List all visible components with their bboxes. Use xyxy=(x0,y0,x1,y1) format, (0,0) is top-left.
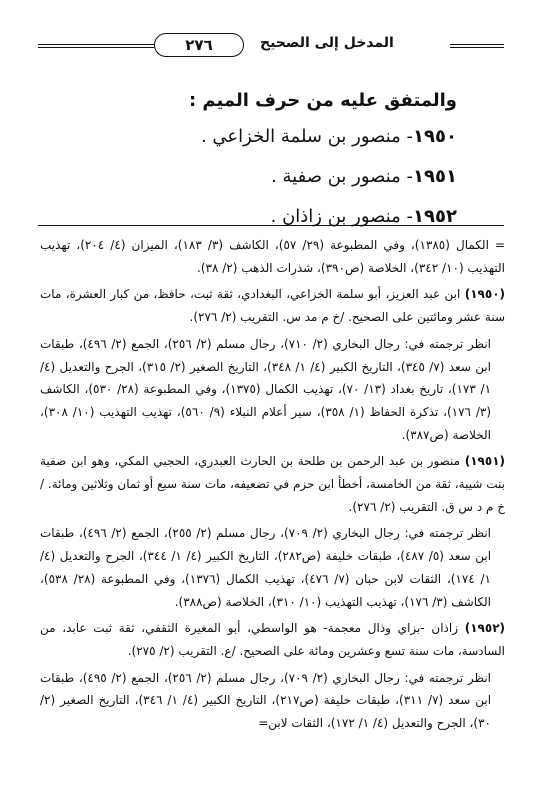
header-rule-right xyxy=(450,44,504,48)
main-text xyxy=(57,86,457,242)
header-rule-left xyxy=(38,44,154,48)
entry-number: ١٩٥١ xyxy=(413,166,457,187)
footnote-1950-sources xyxy=(40,333,505,447)
entry-1951 xyxy=(57,162,457,202)
entry-number: ١٩٥٠ xyxy=(413,126,457,147)
footnote-text: انظر ترجمته في: رجال البخاري (٢/ ٧٠٩)، رجال مسلم (٢/ ٢٥٥)، الجمع (٢/ ٤٩٦)، طبقات ابن سعد (٥/ ٤٨٧)، طبقات خليفة (ص٢٨٢)، التاريخ الكبير (٤/ ١/ ٣٤٤)، الجرح والتعديل (٤/ ١/ ١٧٤)، الثقات لابن حبان (٧/ ٤٧٦)، تهذيب الكمال (١٣٧٦)، وفي المطبوعة (٢٨/ ٥٣٨)، الكاشف (٣/ ١٧٦)، تهذيب التهذيب (١٠/ ٣١٠)، الخلاصة (ص٣٨٨). xyxy=(40,526,492,609)
entry-text: - منصور بن صفية . xyxy=(271,166,414,187)
footnote-text: = الكمال (١٣٨٥)، وفي المطبوعة (٢٩/ ٥٧)، الكاشف (٣/ ١٨٣)، الميزان (٤/ ٢٠٤)، تهذيب التهذيب (١٠/ ٣٤٢)، الخلاصة (ص٣٩٠)، شذرات الذهب (٢/ ٣٨). xyxy=(40,238,506,275)
footnote-1952 xyxy=(40,617,505,662)
header-title: المدخل إلى الصحيح xyxy=(260,35,394,51)
footnote-marker: (١٩٥١) xyxy=(464,454,505,469)
footnotes xyxy=(40,234,505,739)
footnote-text: انظر ترجمته في: رجال البخاري (٢/ ٧٠٩)، رجال مسلم (٢/ ٢٥٦)، الجمع (٢/ ٤٩٥)، طبقات ابن سعد (٧/ ٣١١)، طبقات خليفة (ص٢١٧)، التاريخ الكبير (٤/ ١/ ٣٤٦)، التاريخ الصغير (٢/ ٣٠)، الجرح والتعديل (٤/ ١/ ١٧٢)، الثقات لابن= xyxy=(40,670,492,731)
entry-1950 xyxy=(57,122,457,162)
page-number: ٢٧٦ xyxy=(154,33,244,57)
footnote-1950 xyxy=(40,283,505,328)
footnote-text: ابن عبد العزيز، أبو سلمة الخزاعي، البغدادي، ثقة ثبت، حافظ، من كبار العشرة، مات سنة عشر ومائتين على الصحيح. /خ م مد س. التقريب (٢/ ٢٧٦). xyxy=(40,287,505,325)
entry-text: - منصور بن زاذان . xyxy=(270,206,414,227)
running-header xyxy=(38,34,504,58)
footnote-1951-sources xyxy=(40,522,505,613)
footnote-marker: (١٩٥٠) xyxy=(464,287,505,302)
footnote-text: منصور بن عبد الرحمن بن طلحة بن الحارث العبدري، الحجبي المكي، وهو ابن صفية بنت شيبة، ثقة من الخامسة، أخطأ ابن حزم في تضعيفه، مات سنة سبع أو ثمان وثلاثين ومائة. / خ م د س ق. التقريب (٢/ ٢٧٦). xyxy=(40,454,505,514)
entry-number: ١٩٥٢ xyxy=(413,206,457,227)
section-heading: والمتفق عليه من حرف الميم : xyxy=(188,90,457,111)
footnote-divider xyxy=(38,225,504,226)
footnote-text: انظر ترجمته في: رجال البخاري (٢/ ٧١٠)، رجال مسلم (٢/ ٢٥٦)، الجمع (٢/ ٤٩٦)، طبقات ابن سعد (٧/ ٣٤٥)، التاريخ الكبير (٤/ ١/ ٣٤٨)، التاريخ الصغير (٢/ ٣١٥)، الجرح والتعديل (٤/ ١/ ١٧٣)، تاريخ بغداد (١٣/ ٧٠)، تهذيب الكمال (١٣٧٥)، وفي المطبوعة (٢٨/ ٥٣٠)، الكاشف (٣/ ١٧٦)، تذكرة الحفاظ (١/ ٣٥٨)، سير أعلام النبلاء (٩/ ٥٦٠)، تهذيب التهذيب (١٠/ ٣٠٨)، الخلاصة (ص٣٨٧). xyxy=(40,336,492,442)
footnote-marker: (١٩٥٢) xyxy=(464,621,505,636)
footnote-text: زاذان -بزاي وذال معجمة- هو الواسطي، أبو المغيرة الثقفي، ثقة ثبت عابد، من السادسة، مات سنة تسع وعشرين ومائة على الصحيح. /ع. التقريب (٢/ ٢٧٥). xyxy=(40,621,505,658)
footnote-1951 xyxy=(40,450,505,518)
footnote-continuation xyxy=(40,234,505,279)
footnote-1952-sources xyxy=(40,667,505,735)
entry-text: - منصور بن سلمة الخزاعي . xyxy=(200,126,414,147)
